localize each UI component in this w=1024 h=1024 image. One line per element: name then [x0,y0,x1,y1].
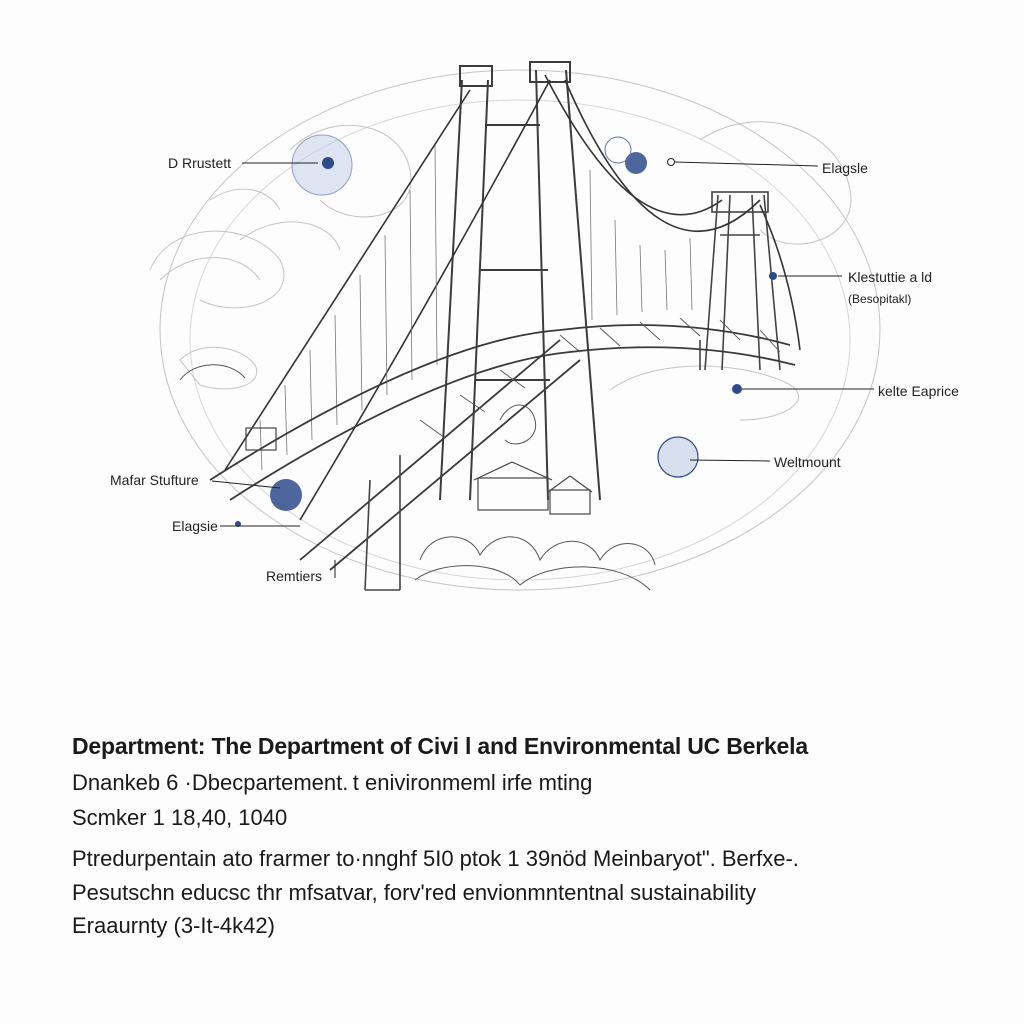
callout-left-lower: Elagsie [172,518,218,534]
caption-line-4: Ptredurpentain ato frarmer to·nnghf 5I0 ptok 1 39nöd Meinbaryot". Berfxe-. [72,846,799,871]
callout-bottom: Remtiers [266,568,323,584]
marker-right-middle [732,384,742,394]
marker-left [270,479,302,511]
marker-top-left [292,135,352,195]
caption-line-2: Dnankeb 6 ·Dbecpartement. t enivironmeml irfe mting [72,770,593,795]
marker-right-upper [769,272,777,280]
marker-right-lower [658,437,698,477]
caption-line-6: Eraaurnty (‍3-It-4‍k42) [72,913,275,938]
callout-top-left: D Rrustett [168,155,232,171]
caption-line-5: Pesutschn educsc thr mfsatvar, forv'red envionmntentnal sustainability [72,880,757,905]
blue-markers [235,135,777,527]
callout-right-middle: kelte Eaprice [878,383,959,399]
bridge-deck [210,325,795,570]
callout-right-upper-sub: (Besopitakl) [848,292,912,306]
callout-top-right: Elagsle [822,160,868,176]
leader-lines [212,159,874,579]
caption-title: Department: The Department of Civi l and Environmental UC Berkela [72,733,808,759]
piers [365,340,700,590]
caption-line-3: Scmker 1 18,40, 1040 [72,805,288,830]
marker-top-center [625,152,647,174]
far-tower [705,192,780,370]
callout-right-upper: Klestuttie a ld [848,269,933,285]
callout-right-lower: Weltmount [774,454,841,470]
foliage [180,365,655,590]
near-tower [440,62,600,500]
callout-left-upper: Mafar Stufture [110,472,199,488]
background-swirls [150,70,880,590]
